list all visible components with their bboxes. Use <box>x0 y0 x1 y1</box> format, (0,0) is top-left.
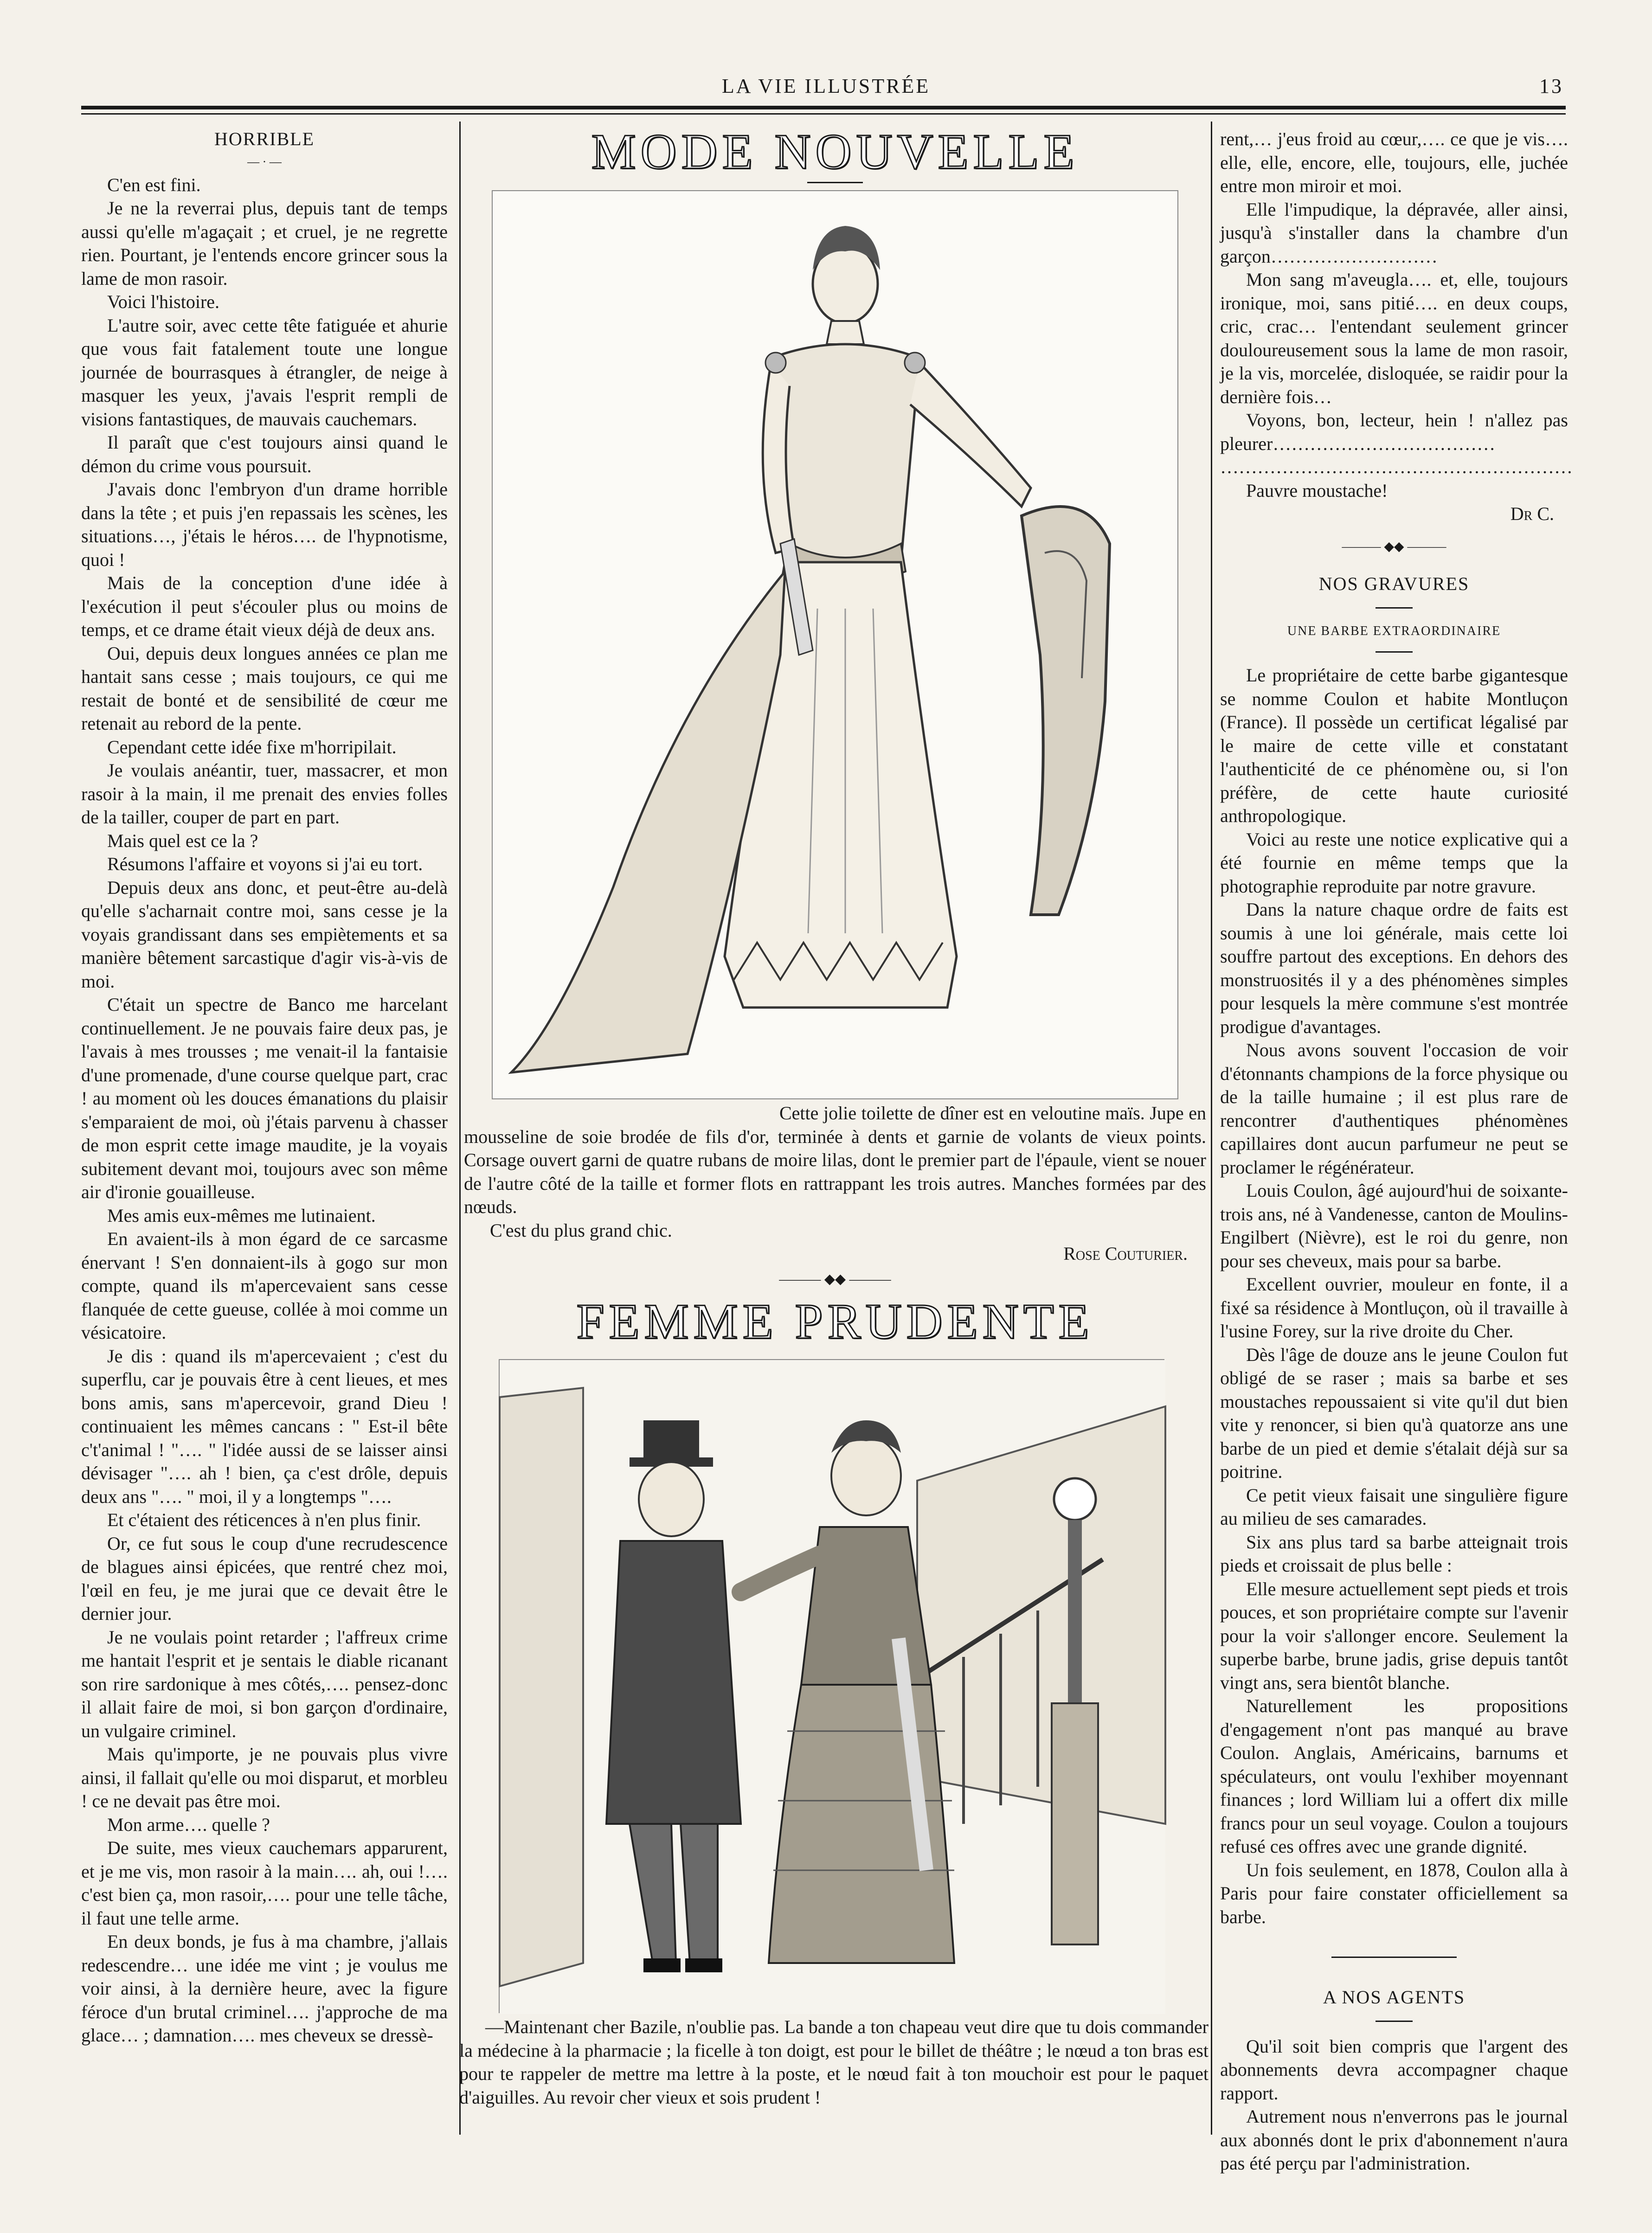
horrible-paragraph: Je voulais anéantir, tuer, massacrer, et mon rasoir à la main, il me prenait des envies folles de la tailler, couper de part en part. <box>81 760 448 828</box>
horrible-continuation: ………………………………………………… <box>1220 456 1573 477</box>
femme-prudente-caption: —Maintenant cher Bazile, n'oublie pas. La bande a ton chapeau veut dire que tu dois commander la médecine à la pharmacie ; la ficelle à ton doigt, est pour le billet de théâtre ; le nœud a ton bras est pour te rappeler de mettre ma lettre à la poste, et le nœud fait à ton mouchoir est pour le paquet d'aiguilles. Au revoir cher vieux et sois prudent ! <box>459 2016 1208 2108</box>
horrible-paragraph: Résumons l'affaire et voyons si j'ai eu tort. <box>107 853 423 874</box>
section-divider <box>1331 1957 1457 1958</box>
horrible-continuation: rent,… j'eus froid au cœur,…. ce que je vis…. elle, elle, encore, elle, toujours, elle, juchée entre mon miroir et moi. <box>1220 128 1568 196</box>
horrible-paragraph: Je dis : quand ils m'apercevaient ; c'est du superflu, car je pouvais être à cent lieues, et mes bons amis, sans m'apercevoir, grand Dieu ! continuaient les mêmes cancans : " Est-il bête c't'animal ! "…. " l'idée aussi de se laisser ainsi dévisager "…. ah ! bien, ça c'est drôle, depuis deux ans "…. " moi, il y a longtemps "…. <box>81 1345 448 1507</box>
mode-signature: Rose Couturier. <box>1063 1243 1188 1264</box>
horrible-paragraph: Mon arme…. quelle ? <box>107 1814 270 1835</box>
femme-prudente-drawing <box>500 1360 1165 2014</box>
agents-paragraph: Qu'il soit bien compris que l'argent des abonnements devra accompagner chaque rapport. <box>1220 2035 1568 2104</box>
column-divider-right <box>1211 122 1212 2135</box>
gravures-paragraph: Naturellement les propositions d'engagement n'ont pas manqué au brave Coulon. Anglais, Américains, barnums et spéculateurs, ont voulu l'exhiber moyennant finances ; lord William lui a offert dix mille francs pour un seul voyage. Coulon a toujours refusé ces offres avec une grande dignité. <box>1220 1695 1568 1857</box>
horrible-paragraph: C'en est fini. <box>107 174 201 195</box>
nos-gravures-heading: NOS GRAVURES <box>1318 573 1470 594</box>
horrible-paragraph: En avaient-ils à mon égard de ce sarcasme énervant ! S'en donnaient-ils à gogo sur mon compte, quand ils m'apercevaient sans cesse flanquée de cette gueuse, collée à moi comme un vésicatoire. <box>81 1228 448 1343</box>
horrible-paragraph: Je ne voulais point retarder ; l'affreux crime me hantait l'esprit et je sentais le diable ricanant son rire sardonique à mes côtés,…. pensez-donc il allait faire de moi, si bon garçon d'ordinaire, un vulgaire criminel. <box>81 1626 448 1741</box>
horrible-paragraph: Or, ce fut sous le coup d'une recrudescence de blagues ainsi épicées, que rentré chez moi, l'œil en feu, je me jurai que ce devait être le dernier jour. <box>81 1533 448 1624</box>
horrible-paragraph: C'était un spectre de Banco me harcelant continuellement. Je ne pouvais faire deux pas, je l'avais à mes trousses ; me venait-il la fantaisie d'une promenade, d'une course quelque part, crac ! au moment où les douces émanations du plaisir s'emparaient de moi, où j'étais parvenu à chasser de mon esprit cette image maudite, je la voyais subitement devant moi, toujours avec son même air d'ironie gouailleuse. <box>81 994 448 1202</box>
horrible-paragraph: J'avais donc l'embryon d'un drame horrible dans la tête ; et puis j'en repassais les scènes, les situations…, j'étais le héros…. de l'hypnotisme, quoi ! <box>81 479 448 570</box>
horrible-continuation: Pauvre moustache! <box>1246 480 1388 501</box>
section-ornament: ——— ◆◆ ——— <box>779 1271 891 1287</box>
horrible-paragraph: Depuis deux ans donc, et peut-être au-delà qu'elle s'acharnait contre moi, sans cesse je la voyais grandissant dans ses empiètements et sa manière bêtement sarcastique d'agir vis-à-vis de moi. <box>81 877 448 992</box>
horrible-paragraph: Mais de la conception d'une idée à l'exécution il peut s'écouler plus ou moins de temps, et ce drame était vieux déjà de deux ans. <box>81 572 448 640</box>
horrible-paragraph: Mais qu'importe, je ne pouvais plus vivre ainsi, il fallait qu'elle ou moi disparut, et morbleu ! ce ne devait pas être moi. <box>81 1744 448 1811</box>
gravures-paragraph: Excellent ouvrier, mouleur en fonte, il a fixé sa résidence à Montluçon, où il travaille à l'usine Forey, sur la rive droite du Cher. <box>1220 1274 1568 1341</box>
section-ornament: ——— ◆◆ ——— <box>1342 539 1446 554</box>
heading-ornament: — · — <box>247 154 282 168</box>
femme-prudente-illustration <box>499 1359 1164 2013</box>
gravures-paragraph: Dans la nature chaque ordre de faits est soumis à une loi générale, mais cette loi souffre partout des exceptions. En dehors des monstruosités il y a des phénomènes simples pour lesquels la mère commune s'est montrée prodigue d'avantages. <box>1220 899 1568 1037</box>
gravures-paragraph: Le propriétaire de cette barbe gigantesque se nomme Coulon et habite Montluçon (France). Il possède un certificat légalisé par le maire de cette ville et constatant l'authenticité de ce phénomène ou, si l'on préfère, de cette haute curiosité anthropologique. <box>1220 665 1568 826</box>
horrible-paragraph: Je ne la reverrai plus, depuis tant de temps aussi qu'elle m'agaçait ; et cruel, je ne regrette rien. Pourtant, je l'entends encore grincer sous la lame de mon rasoir. <box>81 198 448 289</box>
horrible-paragraph: En deux bonds, je fus à ma chambre, j'allais redescendre… une idée me vint ; je voulus me voir ainsi, à la dernière heure, avec la figure féroce d'un brutal criminel…. j'approche de ma glace… ; damnation…. mes cheveux se dressè- <box>81 1931 448 2046</box>
header-rule-thin <box>81 113 1566 115</box>
mode-description <box>464 1102 1206 1266</box>
heading-underline <box>1376 607 1413 609</box>
column-left <box>81 128 448 2136</box>
mode-nouvelle-title: MODE NOUVELLE <box>591 124 1079 180</box>
title-underline <box>807 182 863 183</box>
agents-paragraph: Autrement nous n'enverrons pas le journal aux abonnés dont le prix d'abonnement n'aura pas été perçu par l'administration. <box>1220 2106 1568 2174</box>
gravures-paragraph: Nous avons souvent l'occasion de voir d'étonnants champions de la force physique ou de la taille humaine ; il est plus rare de rencontrer d'authentiques phénomènes capillaires dont aucun parfumeur ne peut se proclamer le régénérateur. <box>1220 1040 1568 1178</box>
gravures-paragraph: Dès l'âge de douze ans le jeune Coulon fut obligé de se raser ; mais sa barbe et ses moustaches repoussaient si vite qu'il dut bien vite y renoncer, si bien qu'à quatorze ans une barbe de un pied et demie s'étalait déjà sur sa poitrine. <box>1220 1344 1568 1482</box>
horrible-paragraph: Cependant cette idée fixe m'horripilait. <box>107 736 397 757</box>
gravures-paragraph: Six ans plus tard sa barbe atteignait trois pieds et croissait de plus belle : <box>1220 1531 1568 1576</box>
gravures-paragraph: Voici au reste une notice explicative qui a été fournie en même temps que la photographie reproduite par notre gravure. <box>1220 828 1568 897</box>
femme-prudente-title: FEMME PRUDENTE <box>576 1294 1094 1349</box>
gravures-paragraph: Ce petit vieux faisait une singulière figure au milieu de ses camarades. <box>1220 1484 1568 1529</box>
horrible-continuation: Elle l'impudique, la dépravée, aller ainsi, jusqu'à s'installer dans la chambre d'un garçon……………………… <box>1220 199 1568 267</box>
fashion-drawing <box>493 191 1179 1100</box>
page-number: 13 <box>1539 75 1563 97</box>
horrible-paragraph: Oui, depuis deux longues années ce plan me hantait sans cesse ; mais toujours, ce qui me restait de bonté et de sensibilité de cœur me retenait au rebord de la pente. <box>81 642 448 734</box>
subheading-underline <box>1376 651 1413 653</box>
mode-closing: C'est du plus grand chic. <box>490 1219 672 1241</box>
page-header-title: LA VIE ILLUSTRÉE <box>721 75 931 97</box>
horrible-continuation: Mon sang m'aveugla…. et, elle, toujours ironique, moi, sans pitié…. en deux coups, cric, crac… l'entendant seulement grincer douloureusement sous la lame de mon rasoir, je la vis, morcelée, disloquée, se raidir pour la dernière fois… <box>1220 269 1568 407</box>
horrible-paragraph: Et c'étaient des réticences à n'en plus finir. <box>107 1509 421 1530</box>
horrible-paragraph: L'autre soir, avec cette tête fatiguée et ahurie que vous fait fatalement toute une longue journée de bourrasques à étrangler, de neige à masquer les yeux, j'avais l'esprit rempli de visions fantastiques, de mauvais cauchemars. <box>81 314 448 430</box>
horrible-paragraph: Voici l'histoire. <box>107 291 220 312</box>
nos-gravures-subheading: UNE BARBE EXTRAORDINAIRE <box>1287 623 1501 638</box>
fashion-illustration <box>492 190 1178 1099</box>
heading-underline <box>1376 2021 1413 2022</box>
gravures-paragraph: Elle mesure actuellement sept pieds et trois pouces, et son propriétaire compte sur l'avenir pour la voir s'allonger encore. Seulement la superbe barbe, brune jadis, grise depuis tantôt vingt ans, sera bientôt blanche. <box>1220 1578 1568 1693</box>
horrible-heading: HORRIBLE <box>214 128 315 149</box>
horrible-paragraph: Mais quel est ce la ? <box>107 830 258 851</box>
horrible-paragraph: De suite, mes vieux cauchemars apparurent, et je me vis, mon rasoir à la main…. ah, oui !…. c'est bien ça, mon rasoir,…. pour une telle tâche, il faut une telle arme. <box>81 1837 448 1929</box>
horrible-paragraph: Il paraît que c'est toujours ainsi quand le démon du crime vous poursuit. <box>81 432 448 476</box>
horrible-signature: Dr C. <box>1510 503 1554 524</box>
horrible-continuation: Voyons, bon, lecteur, hein ! n'allez pas pleurer……………………………… <box>1220 410 1568 454</box>
mode-description-text: Cette jolie toilette de dîner est en veloutine maïs. Jupe en mousseline de soie brodée de fils d'or, terminée à dents et garnie de volants de vieux points. Corsage ouvert garni de quatre rubans de moire lilas, dont le premier part de l'épaule, vient se nouer de l'autre côté de la taille et former flots en rattrappant les trois autres. Manches formées par des nœuds. <box>464 1103 1206 1217</box>
horrible-paragraph: Mes amis eux-mêmes me lutinaient. <box>107 1205 376 1226</box>
column-divider-left <box>459 122 461 2135</box>
a-nos-agents-heading: A NOS AGENTS <box>1323 1987 1466 2008</box>
gravures-paragraph: Un fois seulement, en 1878, Coulon alla à Paris pour faire constater officiellement sa barbe. <box>1220 1859 1568 1927</box>
header-rule-thick <box>81 106 1566 109</box>
gravures-paragraph: Louis Coulon, âgé aujourd'hui de soixante-trois ans, né à Vandenesse, canton de Moulins-Engilbert (Nièvre), est le roi du genre, non pour ses cheveux, mais pour sa barbe. <box>1220 1180 1568 1271</box>
column-right <box>1220 128 1573 2174</box>
